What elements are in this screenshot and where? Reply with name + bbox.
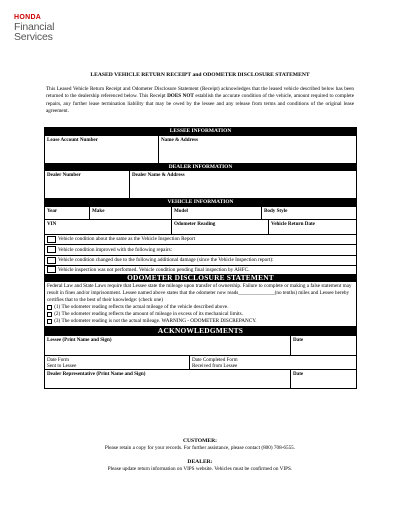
odometer-checkbox-2[interactable] [47,312,52,317]
odometer-disclosure-section [45,282,356,327]
lessee-name-address-field[interactable] [159,136,356,163]
make-field[interactable] [90,207,172,219]
condition-option-2-label: Vehicle condition improved with the following repairs: [58,246,173,253]
year-field[interactable] [45,207,90,219]
lessee-date-field[interactable] [291,336,356,355]
honda-financial-logo [14,14,54,42]
lessee-signature-row [45,336,356,356]
condition-checkbox-2[interactable] [47,246,56,253]
vehicle-return-date-label: Vehicle Return Date [271,220,315,227]
odometer-text-2: (no tenths) miles and Lessee hereby certifies that to the best of their knowledge: (check one) [47,290,350,304]
model-label: Model [174,207,188,214]
dealer-heading: DEALER: [187,459,213,465]
condition-checkbox-3[interactable] [47,257,56,264]
vehicle-return-date-field[interactable] [269,220,356,234]
dealer-rep-signature-row [45,370,356,388]
dealer-rep-signature-label: Dealer Representative (Print Name and Sign) [47,370,146,377]
intro-text-2: establish the accurate condition of the vehicle, amount required to complete repairs, any further lease termination liability that may be owed by the lessee and any release from terms and conditions of the original lease agreement. [46,93,355,115]
dealer-number-label: Dealer Number [47,172,81,179]
date-form-sent-label-1: Date Form [47,356,69,363]
odometer-checkbox-3[interactable] [47,319,52,324]
condition-option-1 [45,235,356,245]
acknowledgments-header: ACKNOWLEDGMENTS [45,327,356,336]
dealer-text: Please update return information on VIPS website. Vehicles must be confirmed on VIPS. [107,466,293,472]
vehicle-info-row-1 [45,207,356,220]
document-title: LEASED VEHICLE RETURN RECEIPT and ODOMETER DISCLOSURE STATEMENT [90,72,310,78]
lease-account-number-label: Lease Account Number [47,136,98,143]
lessee-date-label: Date [293,336,304,343]
odometer-disclosure-header: ODOMETER DISCLOSURE STATEMENT [45,274,356,283]
model-field[interactable] [172,207,262,219]
dealer-number-field[interactable] [45,171,130,198]
customer-note [0,438,400,452]
intro-bold: DOES NOT [167,93,194,100]
condition-option-4-label: Vehicle inspection was not performed. Vehicle condition pending final inspection by AHFC. [58,266,250,273]
date-form-sent-label-2: Sent to Lessee [47,362,77,369]
lessee-info-header: LESSEE INFORMATION [45,128,356,136]
date-completed-field[interactable] [190,356,356,369]
vin-label: VIN [47,220,57,227]
logo-line-financial: Financial [14,21,55,33]
body-style-label: Body Style [264,207,288,214]
vehicle-info-header: VEHICLE INFORMATION [45,199,356,207]
intro-text-1: This Leased Vehicle Return Receipt and Odometer Disclosure Statement (Receipt) acknowledges that the leased vehicle described below has been returned to the dealership referenced below. This Receipt [46,86,354,100]
odometer-checkbox-1[interactable] [47,305,52,310]
condition-option-3 [45,256,356,266]
odometer-disclosure-text [45,282,356,304]
dealer-name-address-field[interactable] [130,171,356,198]
condition-checkbox-4[interactable] [47,266,56,273]
odometer-option-2-label: (2) The odometer reading reflects the amount of mileage in excess of its mechanical limits. [54,311,243,318]
vin-field[interactable] [45,220,172,234]
odometer-option-1-label: (1) The odometer reading reflects the actual mileage of the vehicle described above. [54,304,229,311]
condition-option-2 [45,245,356,255]
return-receipt-form [44,127,357,389]
intro-paragraph [46,86,354,116]
lessee-signature-label: Lessee (Print Name and Sign) [47,336,112,343]
body-style-field[interactable] [262,207,356,219]
make-label: Make [92,207,105,214]
dealer-rep-date-field[interactable] [291,370,356,388]
customer-text: Please retain a copy for your records. For further assistance, please contact (800) 708-6555. [104,445,296,451]
lease-account-number-field[interactable] [45,136,159,163]
dealer-info-header: DEALER INFORMATION [45,164,356,172]
dealer-note [0,459,400,473]
date-completed-label-2: Received from Lessee [192,362,238,369]
date-completed-label-1: Date Completed Form [192,356,238,363]
lessee-name-address-label: Name & Address [161,136,198,143]
form-dates-row [45,356,356,370]
logo-line-services: Services [14,31,53,43]
vehicle-info-row-2 [45,220,356,235]
odometer-option-3 [45,318,356,325]
dealer-rep-signature-field[interactable] [45,370,291,388]
lessee-signature-field[interactable] [45,336,291,355]
condition-option-1-label: Vehicle condition about the same as the Vehicle Inspection Report [58,236,196,243]
odometer-text-1: Federal Law and State Laws require that Lessee state the mileage upon transfer of ownership. Failure to complete or making a false statement may result in fines and/or imprisonment. Lessee named above states that the odometer now reads [47,283,352,297]
logo-brand: HONDA [14,14,42,21]
odometer-reading-label: Odometer Reading [174,220,216,227]
date-form-sent-field[interactable] [45,356,190,369]
dealer-name-address-label: Dealer Name & Address [132,172,185,179]
condition-option-3-label: Vehicle condition changed due to the following additional damage (since the Vehicle Inspection report): [58,257,274,264]
customer-heading: CUSTOMER: [182,438,218,444]
odometer-option-3-label: (3) The odometer reading is not the actual mileage. WARNING - ODOMETER DISCREPANCY. [54,318,257,325]
odometer-reading-field[interactable] [172,220,269,234]
lessee-info-row [45,136,356,164]
year-label: Year [47,207,58,214]
odometer-miles-blank[interactable]: ______________ [238,290,275,297]
dealer-rep-date-label: Date [293,370,304,377]
dealer-info-row [45,171,356,199]
condition-checkbox-1[interactable] [47,236,56,243]
